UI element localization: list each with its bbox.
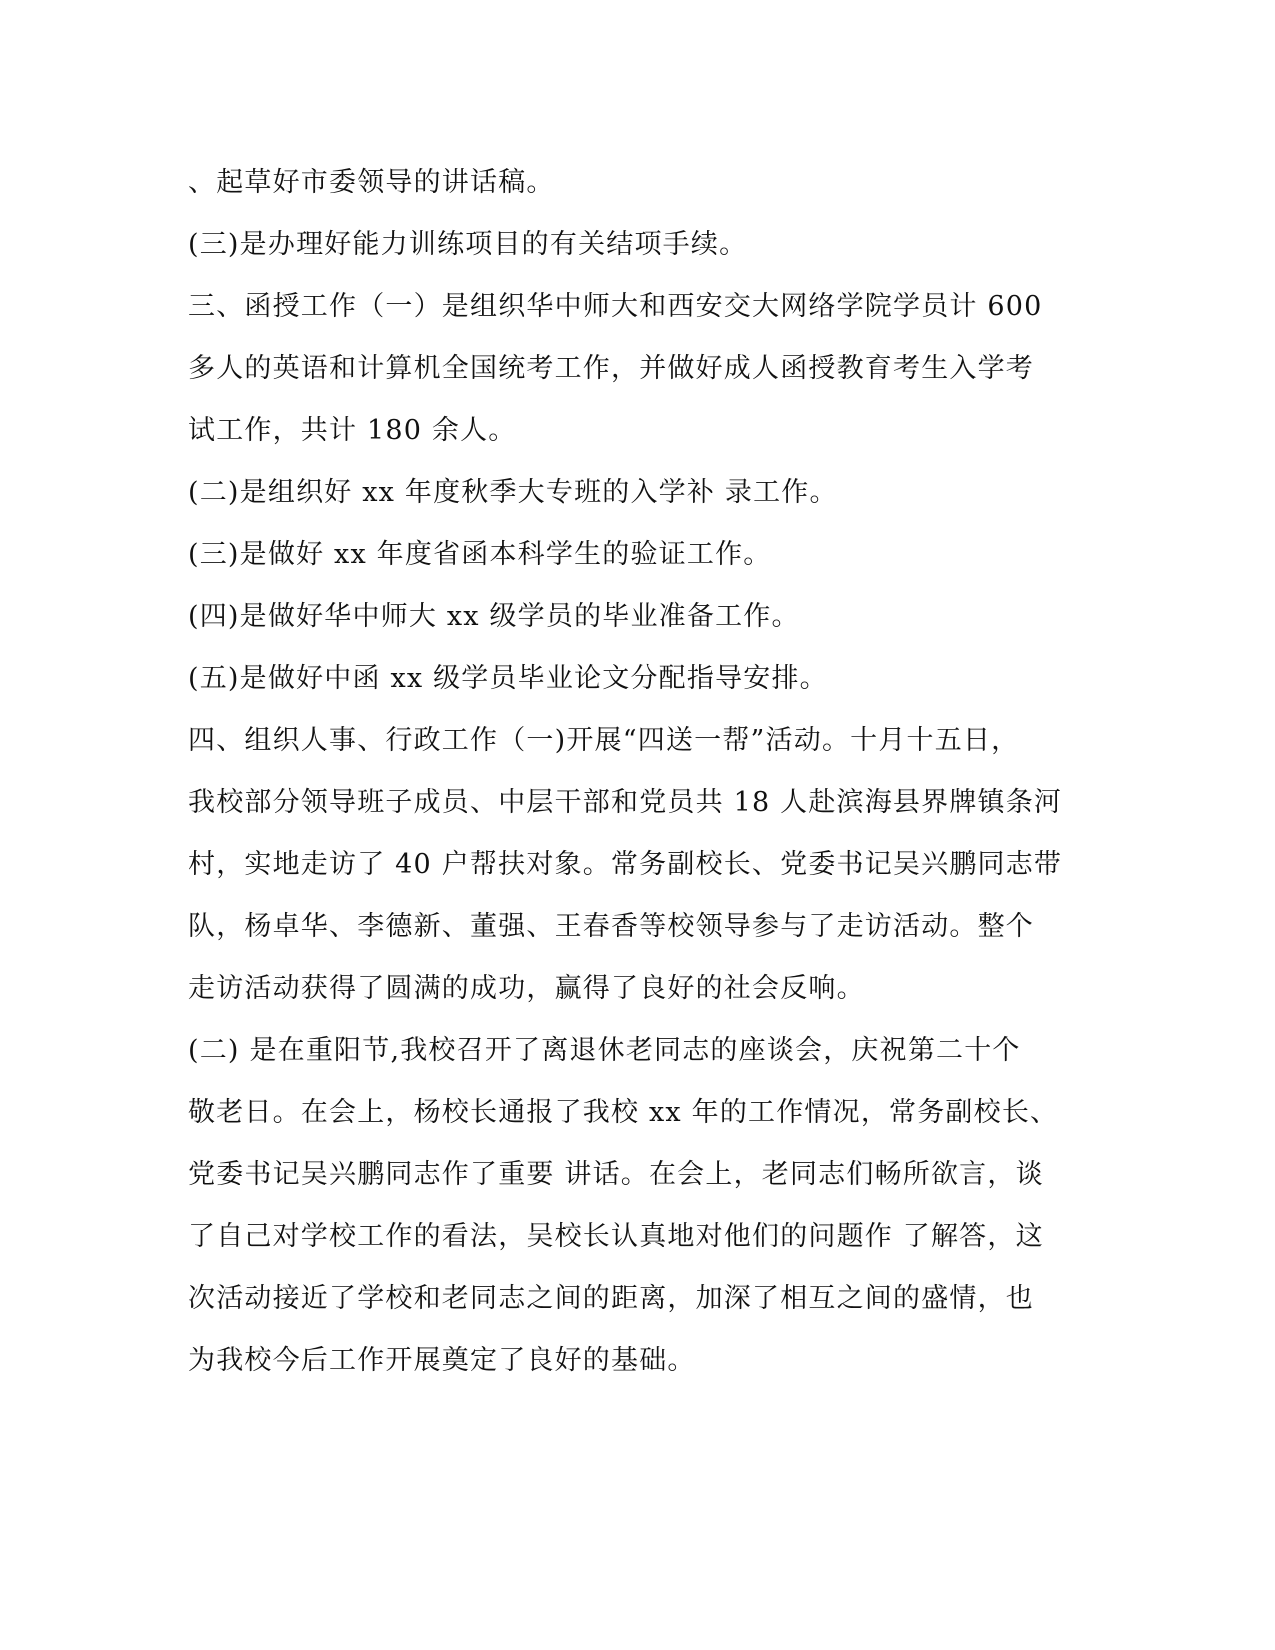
text-line: 、起草好市委领导的讲话稿。	[188, 167, 555, 198]
text-line: 敬老日。在会上，杨校长通报了我校 xx 年的工作情况，常务副校长、	[188, 1097, 1059, 1128]
text-line: (三)是做好 xx 年度省函本科学生的验证工作。	[188, 539, 772, 570]
text-line: (二) 是在重阳节,我校召开了离退休老同志的座谈会，庆祝第二十个	[188, 1035, 1021, 1066]
text-line: 了自己对学校工作的看法，吴校长认真地对他们的问题作 了解答，这	[188, 1221, 1044, 1252]
text-line: (四)是做好华中师大 xx 级学员的毕业准备工作。	[188, 601, 800, 632]
text-line: 试工作，共计 180 余人。	[188, 415, 517, 446]
text-line: (五)是做好中函 xx 级学员毕业论文分配指导安排。	[188, 663, 828, 694]
text-line: 走访活动获得了圆满的成功，赢得了良好的社会反响。	[188, 973, 865, 1004]
text-line: (二)是组织好 xx 年度秋季大专班的入学补 录工作。	[188, 477, 838, 508]
text-line: 队，杨卓华、李德新、董强、王春香等校领导参与了走访活动。整个	[188, 911, 1034, 942]
text-line: 村，实地走访了 40 户帮扶对象。常务副校长、党委书记吴兴鹏同志带	[188, 849, 1063, 880]
text-line: 我校部分领导班子成员、中层干部和党员共 18 人赴滨海县界牌镇条河	[188, 787, 1063, 818]
text-line: 三、函授工作（一）是组织华中师大和西安交大网络学院学员计 600	[188, 291, 1043, 322]
text-line: 党委书记吴兴鹏同志作了重要 讲话。在会上，老同志们畅所欲言，谈	[188, 1159, 1044, 1190]
text-line: 次活动接近了学校和老同志之间的距离，加深了相互之间的盛情，也	[188, 1283, 1034, 1314]
text-line: 多人的英语和计算机全国统考工作，并做好成人函授教育考生入学考	[188, 353, 1034, 384]
text-line: 为我校今后工作开展奠定了良好的基础。	[188, 1345, 696, 1376]
text-line: 四、组织人事、行政工作（一)开展“四送一帮”活动。十月十五日，	[188, 725, 1020, 756]
text-line: (三)是办理好能力训练项目的有关结项手续。	[188, 229, 748, 260]
